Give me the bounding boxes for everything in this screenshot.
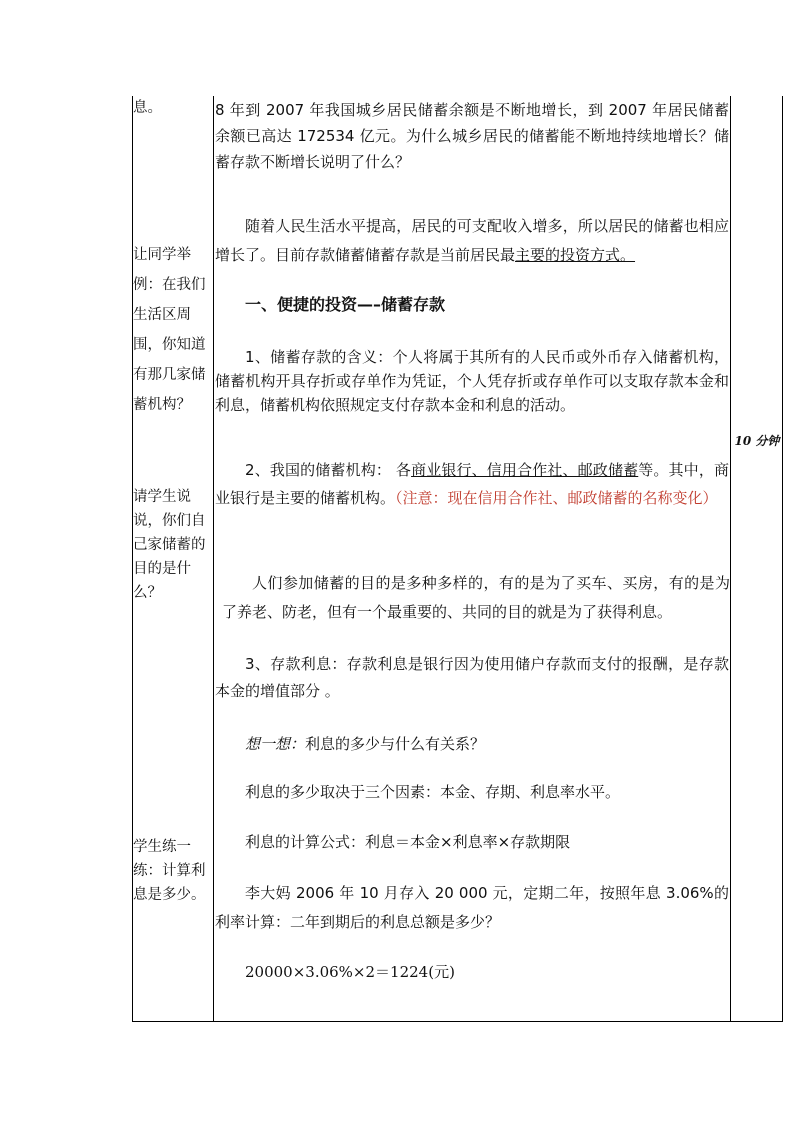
- section-heading: 一、便捷的投资—–储蓄存款: [245, 295, 446, 314]
- time-label: 10 分钟: [734, 434, 780, 448]
- table-border-right: [782, 96, 783, 1022]
- paragraph-definition: 1、储蓄存款的含义：个人将属于其所有的人民币或外币存入储蓄机构，储蓄机构开具存折或存单作为凭证，个人凭存折或存单作可以支取存款本金和利息，储蓄机构依照规定支付存款本金和利息的活动。: [215, 348, 729, 414]
- paragraph-factors: 利息的多少取决于三个因素：本金、存期、利息率水平。: [245, 783, 621, 801]
- paragraph-growth-underline: 主要的投资方式。: [515, 246, 636, 264]
- table-divider-2: [730, 96, 731, 1022]
- paragraph-institutions: [215, 456, 729, 512]
- paragraph-interest: 3、存款利息：存款利息是银行因为使用储户存款而支付的报酬，是存款本金的增值部分 。: [215, 655, 729, 700]
- table-divider-1: [213, 96, 214, 1022]
- left-note-1: 息。: [133, 100, 162, 116]
- paragraph-example: 李大妈 2006 年 10 月存入 20 000 元，定期二年，按照年息 3.06%的利率计算：二年到期后的利息总额是多少？: [215, 884, 729, 931]
- left-note-2: 让同学举例：在我们生活区周围，你知道有那几家储蓄机构？: [133, 247, 206, 413]
- paragraph-purpose: 人们参加储蓄的目的是多种多样的，有的是为了买车、买房，有的是为了养老、防老，但有一个最重要的、共同的目的就是为了获得利息。: [222, 574, 730, 621]
- institutions-note: （注意：现在信用合作社、邮政储蓄的名称变化）: [395, 489, 718, 507]
- institutions-lead: 2、我国的储蓄机构： 各: [245, 461, 412, 479]
- institutions-underline: 商业银行、信用合作社、邮政储蓄: [411, 461, 639, 479]
- paragraph-formula: 利息的计算公式：利息＝本金×利息率×存款期限: [245, 833, 571, 851]
- institutions-tail: 等。其中，商业银行是主要的储蓄机构。: [215, 461, 729, 507]
- paragraph-growth: [215, 212, 729, 270]
- paragraph-growth-text: 随着人民生活水平提高，居民的可支配收入增多，所以居民的储蓄也相应增长了。目前存款储蓄储蓄存款是当前居民最: [215, 217, 729, 264]
- table-border-bottom: [132, 1021, 783, 1022]
- paragraph-intro: 8 年到 2007 年我国城乡居民储蓄余额是不断地增长，到 2007 年居民储蓄余额已高达 172534 亿元。为什么城乡居民的储蓄能不断地持续地增长？储蓄存款不断增长说明了什么？: [215, 101, 729, 171]
- left-note-4: 学生练一练：计算利息是多少。: [133, 839, 206, 903]
- think-question: 利息的多少与什么有关系？: [305, 735, 486, 753]
- paragraph-answer: 20000×3.06%×2＝1224(元): [245, 963, 455, 981]
- left-note-3: 请学生说说，你们自己家储蓄的目的是什么？: [133, 489, 206, 601]
- think-label: 想一想：: [245, 735, 306, 753]
- paragraph-think: [245, 732, 725, 757]
